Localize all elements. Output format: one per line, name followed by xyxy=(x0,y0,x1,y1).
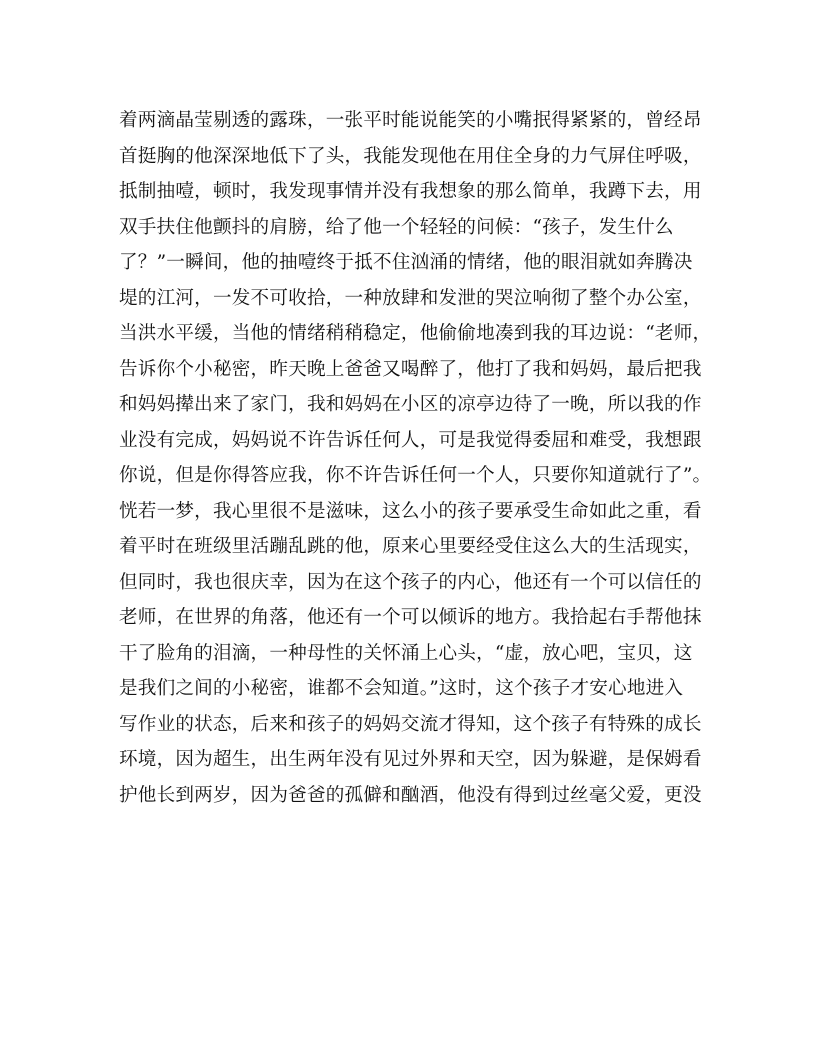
text-line: 和妈妈撵出来了家门，我和妈妈在小区的凉亭边待了一晚，所以我的作 xyxy=(119,394,702,415)
text-line: 当洪水平缓，当他的情绪稍稍稳定，他偷偷地凑到我的耳边说：“老师， xyxy=(119,323,712,344)
text-line: 首挺胸的他深深地低下了头，我能发现他在用住全身的力气屏住呼吸， xyxy=(119,145,702,167)
text-line: 老师，在世界的角落，他还有一个可以倾诉的地方。我拾起右手帮他抹 xyxy=(119,607,702,628)
text-line: 是我们之间的小秘密，谁都不会知道。”这时，这个孩子才安心地进入 xyxy=(119,678,684,699)
text-line: 双手扶住他颤抖的肩膀，给了他一个轻轻的问候：“孩子，发生什么 xyxy=(119,216,674,238)
body-text xyxy=(119,103,712,813)
text-line: 着两滴晶莹剔透的露珠，一张平时能说能笑的小嘴抿得紧紧的，曾经昂 xyxy=(119,110,702,131)
text-line: 恍若一梦，我心里很不是滋味，这么小的孩子要承受生命如此之重，看 xyxy=(119,500,702,522)
text-line: 告诉你个小秘密，昨天晚上爸爸又喝醉了，他打了我和妈妈，最后把我 xyxy=(119,358,702,380)
text-line: 你说，但是你得答应我，你不许告诉任何一个人，只要你知道就行了”。 xyxy=(119,465,712,486)
text-line: 了？”一瞬间，他的抽噎终于抵不住汹涌的情绪，他的眼泪就如奔腾决 xyxy=(119,252,693,273)
text-line: 写作业的状态，后来和孩子的妈妈交流才得知，这个孩子有特殊的成长 xyxy=(119,713,702,735)
text-line: 抵制抽噎，顿时，我发现事情并没有我想象的那么简单，我蹲下去，用 xyxy=(119,181,702,202)
text-line: 环境，因为超生，出生两年没有见过外界和天空，因为躲避，是保姆看 xyxy=(119,749,702,770)
text-line: 但同时，我也很庆幸，因为在这个孩子的内心，他还有一个可以信任的 xyxy=(119,571,702,593)
text-line: 堤的江河，一发不可收拾，一种放肆和发泄的哭泣响彻了整个办公室， xyxy=(119,287,702,309)
text-line: 业没有完成，妈妈说不许告诉任何人，可是我觉得委屈和难受，我想跟 xyxy=(119,429,702,451)
text-line: 着平时在班级里活蹦乱跳的他，原来心里要经受住这么大的生活现实， xyxy=(119,536,702,557)
text-line: 护他长到两岁，因为爸爸的孤僻和酗酒，他没有得到过丝毫父爱，更没 xyxy=(119,784,702,806)
text-line: 干了脸角的泪滴，一种母性的关怀涌上心头，“虚，放心吧，宝贝，这 xyxy=(119,642,693,664)
